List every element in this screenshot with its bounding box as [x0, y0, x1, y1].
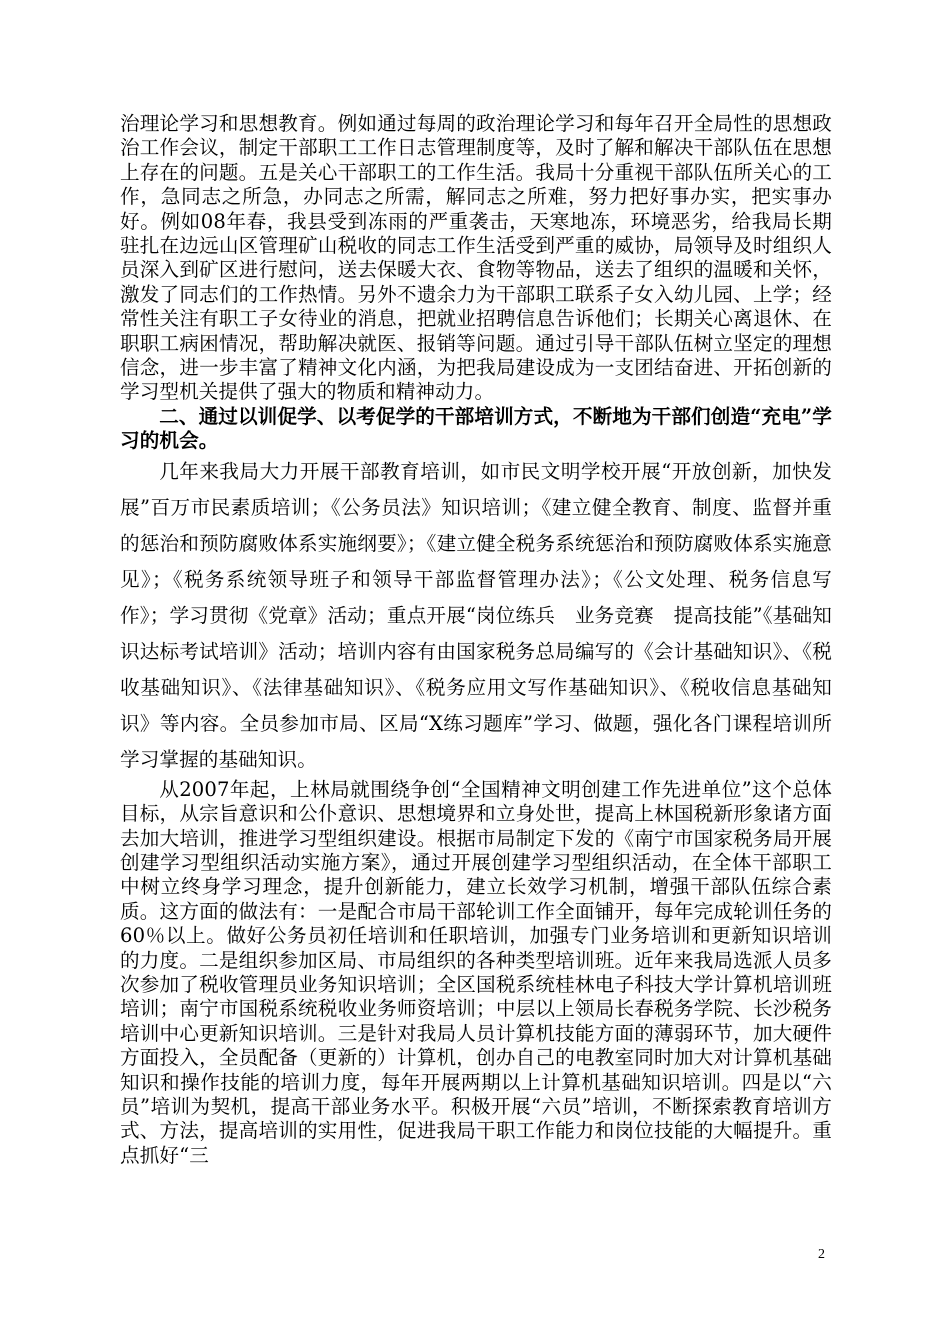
page-number: 2: [818, 1247, 825, 1262]
paragraph-training: 几年来我局大力开展干部教育培训，如市民文明学校开展“开放创新，加快发展”百万市民素质培训；《公务员法》知识培训；《建立健全教育、制度、监督并重的惩治和预防腐败体系实施纲要》；《建立健全税务系统惩治和预防腐败体系实施意见》；《税务系统领导班子和领导干部监督管理办法》；《公文处理、税务信息写作》；学习贯彻《党章》活动；重点开展“岗位练兵 业务竞赛 提高技能”《基础知识达标考试培训》活动；培训内容有由国家税务总局编写的《会计基础知识》、《税收基础知识》、《法律基础知识》、《税务应用文写作基础知识》、《税收信息基础知识》等内容。全员参加市局、区局“X练习题库”学习、做题，强化各门课程培训所学习掌握的基础知识。: [120, 459, 832, 771]
section-heading: 二、通过以训促学、以考促学的干部培训方式，不断地为干部们创造“充电”学习的机会。: [120, 404, 832, 453]
paragraph-learning-organization: 从2007年起，上林局就围绕争创“全国精神文明创建工作先进单位”这个总体目标，从宗旨意识和公仆意识、思想境界和立身处世，提高上林国税新形象诸方面去加大培训，推进学习型组织建设。根据市局制定下发的《南宁市国家税务局开展创建学习型组织活动实施方案》，通过开展创建学习型组织活动，在全体干部职工中树立终身学习理念，提升创新能力，建立长效学习机制，增强干部队伍综合素质。这方面的做法有：一是配合市局干部轮训工作全面铺开，每年完成轮训任务的60％以上。做好公务员初任培训和任职培训，加强专门业务培训和更新知识培训的力度。二是组织参加区局、市局组织的各种类型培训班。近年来我局选派人员多次参加了税收管理员业务知识培训；全区国税系统桂林电子科技大学计算机培训班培训；南宁市国税系统税收业务师资培训；中层以上领局长春税务学院、长沙税务培训中心更新知识培训。三是针对我局人员计算机技能方面的薄弱环节，加大硬件方面投入，全员配备（更新的）计算机，创办自己的电教室同时加大对计算机基础知识和操作技能的培训力度，每年开展两期以上计算机基础知识培训。四是以“六员”培训为契机，提高干部业务水平。积极开展“六员”培训，不断探索教育培训方式、方法，提高培训的实用性，促进我局干职工作能力和岗位技能的大幅提升。重点抓好“三: [120, 777, 832, 1167]
paragraph-continuation: 治理论学习和思想教育。例如通过每周的政治理论学习和每年召开全局性的思想政治工作会议，制定干部职工工作日志管理制度等，及时了解和解决干部队伍在思想上存在的问题。五是关心干部职工的工作生活。我局十分重视干部队伍所关心的工作，急同志之所急，办同志之所需，解同志之所难，努力把好事办实，把实事办好。例如08年春，我县受到冻雨的严重袭击，天寒地冻，环境恶劣，给我局长期驻扎在边远山区管理矿山税收的同志工作生活受到严重的威协，局领导及时组织人员深入到矿区进行慰问，送去保暖大衣、食物等物品，送去了组织的温暖和关怀，激发了同志们的工作热情。另外不遗余力为干部职工联系子女入幼儿园、上学；经常性关注有职工子女待业的消息，把就业招聘信息告诉他们；长期关心离退休、在职职工病困情况，帮助解决就医、报销等问题。通过引导干部队伍树立坚定的理想信念，进一步丰富了精神文化内涵，为把我局建设成为一支团结奋进、开拓创新的学习型机关提供了强大的物质和精神动力。: [120, 112, 832, 404]
document-body: [120, 112, 832, 1168]
